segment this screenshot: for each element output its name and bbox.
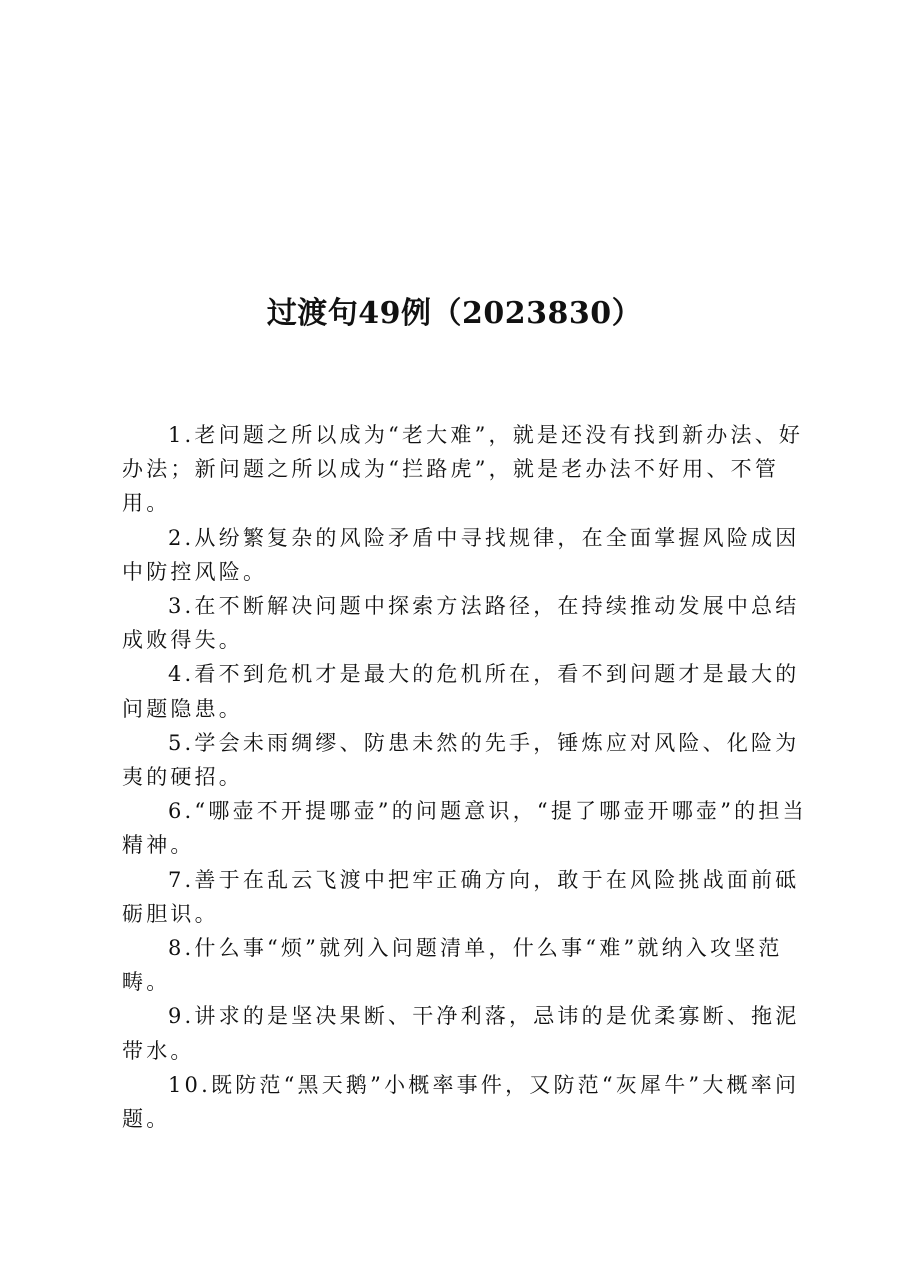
paragraph-1: 1.老问题之所以成为“老大难”，就是还没有找到新办法、好办法；新问题之所以成为“拦路虎”，就是老办法不好用、不管用。	[122, 423, 804, 516]
paragraph-4: 4.看不到危机才是最大的危机所在，看不到问题才是最大的问题隐患。	[122, 662, 800, 721]
paragraph-8: 8.什么事“烦”就列入问题清单，什么事“难”就纳入攻坚范畴。	[122, 936, 783, 995]
document-body	[122, 418, 812, 1136]
paragraph-2: 2.从纷繁复杂的风险矛盾中寻找规律，在全面掌握风险成因中防控风险。	[122, 525, 800, 584]
paragraph-9: 9.讲求的是坚决果断、干净利落，忌讳的是优柔寡断、拖泥带水。	[122, 1004, 800, 1063]
paragraph-7: 7.善于在乱云飞渡中把牢正确方向，敢于在风险挑战面前砥砺胆识。	[122, 867, 800, 926]
paragraph-5: 5.学会未雨绸缪、防患未然的先手，锤炼应对风险、化险为夷的硬招。	[122, 730, 800, 790]
document-title: 过渡句49例（2023830）	[266, 296, 643, 331]
paragraph-3: 3.在不断解决问题中探索方法路径，在持续推动发展中总结成败得失。	[122, 594, 800, 653]
paragraph-6: 6.“哪壶不开提哪壶”的问题意识，“提了哪壶开哪壶”的担当精神。	[122, 799, 807, 858]
paragraph-10: 10.既防范“黑天鹅”小概率事件，又防范“灰犀牛”大概率问题。	[122, 1072, 800, 1132]
